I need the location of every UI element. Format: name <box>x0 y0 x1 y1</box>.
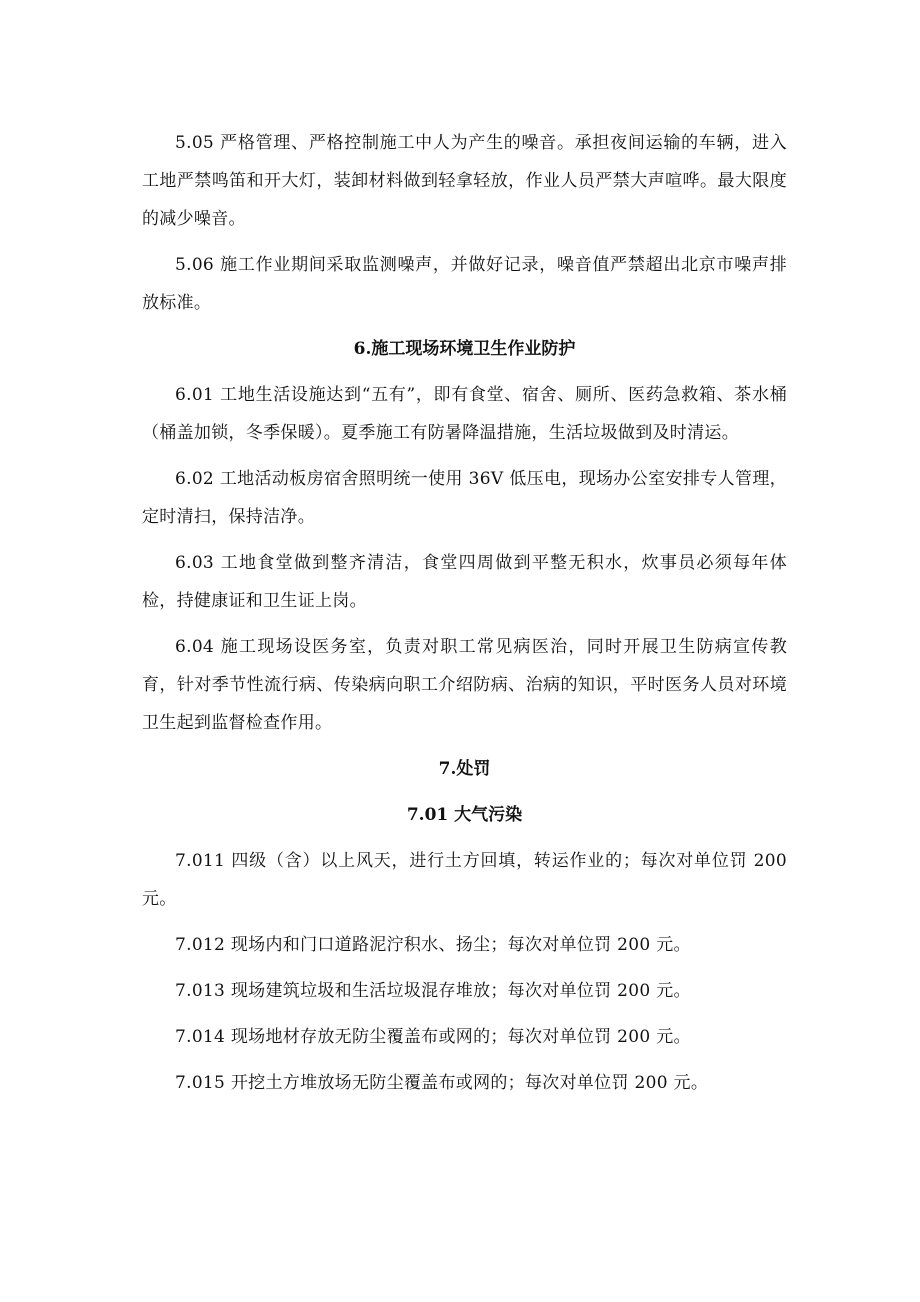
paragraph-6-02: 6.02 工地活动板房宿舍照明统一使用 36V 低压电，现场办公室安排专人管理，定时清扫，保持洁净。 <box>142 469 787 527</box>
paragraph-5-05: 5.05 严格管理、严格控制施工中人为产生的噪音。承担夜间运输的车辆，进入工地严禁鸣笛和开大灯，装卸材料做到轻拿轻放，作业人员严禁大声喧哗。最大限度的减少噪音。 <box>142 133 787 229</box>
paragraph-6-03: 6.03 工地食堂做到整齐清洁，食堂四周做到平整无积水，炊事员必须每年体检，持健康证和卫生证上岗。 <box>142 553 787 611</box>
paragraph-7-012: 7.012 现场内和门口道路泥泞积水、扬尘；每次对单位罚 200 元。 <box>175 935 691 955</box>
paragraph-7-011: 7.011 四级（含）以上风天，进行土方回填，转运作业的；每次对单位罚 200 元。 <box>142 851 787 909</box>
document-body <box>142 124 787 1110</box>
paragraph-6-04: 6.04 施工现场设医务室，负责对职工常见病医治，同时开展卫生防病宣传教育，针对季节性流行病、传染病向职工介绍防病、治病的知识，平时医务人员对环境卫生起到监督检查作用。 <box>142 637 787 733</box>
paragraph-7-014: 7.014 现场地材存放无防尘覆盖布或网的；每次对单位罚 200 元。 <box>175 1027 691 1047</box>
paragraph-7-013: 7.013 现场建筑垃圾和生活垃圾混存堆放；每次对单位罚 200 元。 <box>175 981 691 1001</box>
subsection-heading-7-01: 7.01 大气污染 <box>406 805 523 825</box>
section-heading-7: 7.处罚 <box>438 759 491 779</box>
paragraph-6-01: 6.01 工地生活设施达到“五有”，即有食堂、宿舍、厕所、医药急救箱、茶水桶（桶盖加锁，冬季保暖）。夏季施工有防暑降温措施，生活垃圾做到及时清运。 <box>142 385 787 443</box>
paragraph-7-015: 7.015 开挖土方堆放场无防尘覆盖布或网的；每次对单位罚 200 元。 <box>175 1073 709 1093</box>
paragraph-5-06: 5.06 施工作业期间采取监测噪声，并做好记录，噪音值严禁超出北京市噪声排放标准。 <box>142 255 787 313</box>
section-heading-6: 6.施工现场环境卫生作业防护 <box>353 339 576 359</box>
